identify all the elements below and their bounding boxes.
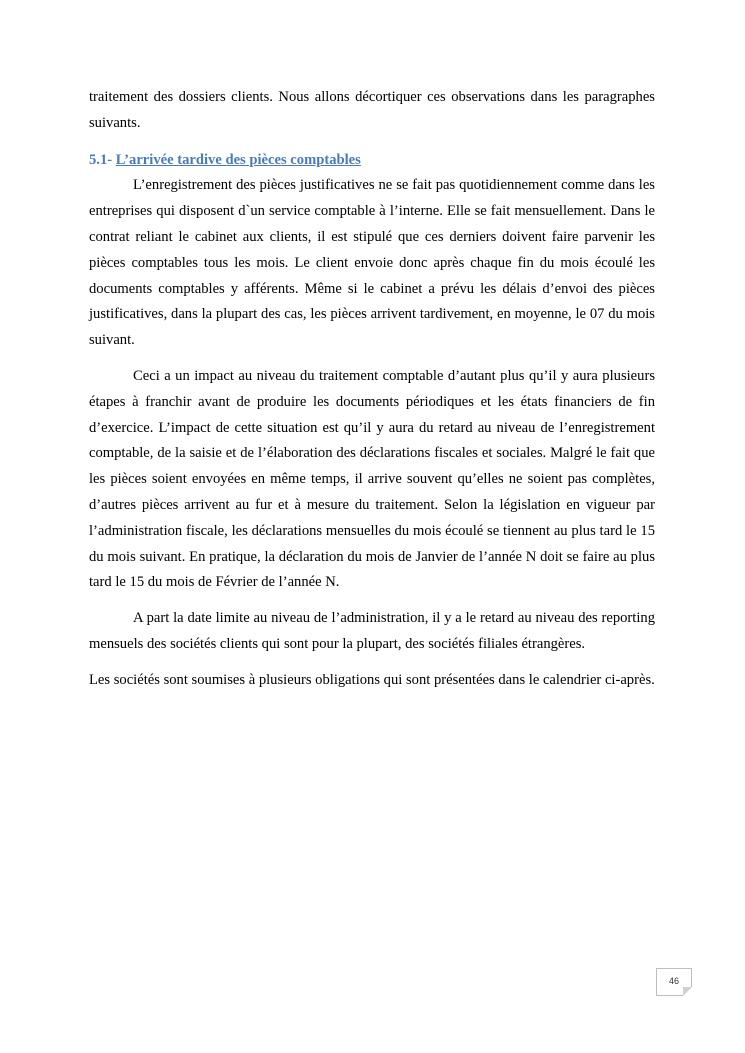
closing-paragraph: Les sociétés sont soumises à plusieurs obligations qui sont présentées dans le calendrier ci-après. [89,671,655,688]
body-paragraph: Ceci a un impact au niveau du traitement comptable d’autant plus qu’il y aura plusieurs étapes à franchir avant de produire les documents périodiques et les états financiers de fin d’exercice. L’impact de cette situation est qu’il y aura du retard au niveau de l’enregistrement comptable, de la saisie et de l’élaboration des déclarations fiscales et sociales. Malgré le fait que les pièces soient envoyées en même temps, il arrive souvent qu’elles ne soient pas complètes, d’autres pièces arrivent au fur et à mesure du traitement. Selon la législation en vigueur par l’administration fiscale, les déclarations mensuelles du mois écoulé se tiennent au plus tard le 15 du mois suivant. En pratique, la déclaration du mois de Janvier de l’année N doit se faire au plus tard le 15 du mois de Février de l’année N. [89,367,655,591]
page-number-text: 46 [668,976,679,986]
section-number: 5.1- [89,151,113,168]
section-title: L’arrivée tardive des pièces comptables [115,151,361,168]
body-paragraph: L’enregistrement des pièces justificatives ne se fait pas quotidiennement comme dans les entreprises qui disposent d`un service comptable à l’interne. Elle se fait mensuellement. Dans le contrat reliant le cabinet aux clients, il est stipulé que ces derniers doivent faire parvenir les pièces comptables tous les mois. Le client envoie donc après chaque fin du mois écoulé les documents comptables y afférents. Même si le cabinet a prévu les délais d’envoi des pièces justificatives, dans la plupart des cas, les pièces arrivent tardivement, en moyenne, le 07 du mois suivant. [89,177,655,349]
page-curl-icon [683,987,692,996]
page-body [89,85,655,694]
body-paragraph: A part la date limite au niveau de l’administration, il y a le retard au niveau des reporting mensuels des sociétés clients qui sont pour la plupart, des sociétés filiales étrangères. [89,610,655,652]
intro-paragraph: traitement des dossiers clients. Nous allons décortiquer ces observations dans les paragraphes suivants. [89,89,655,131]
section-heading [89,148,655,174]
page-number [656,968,692,996]
